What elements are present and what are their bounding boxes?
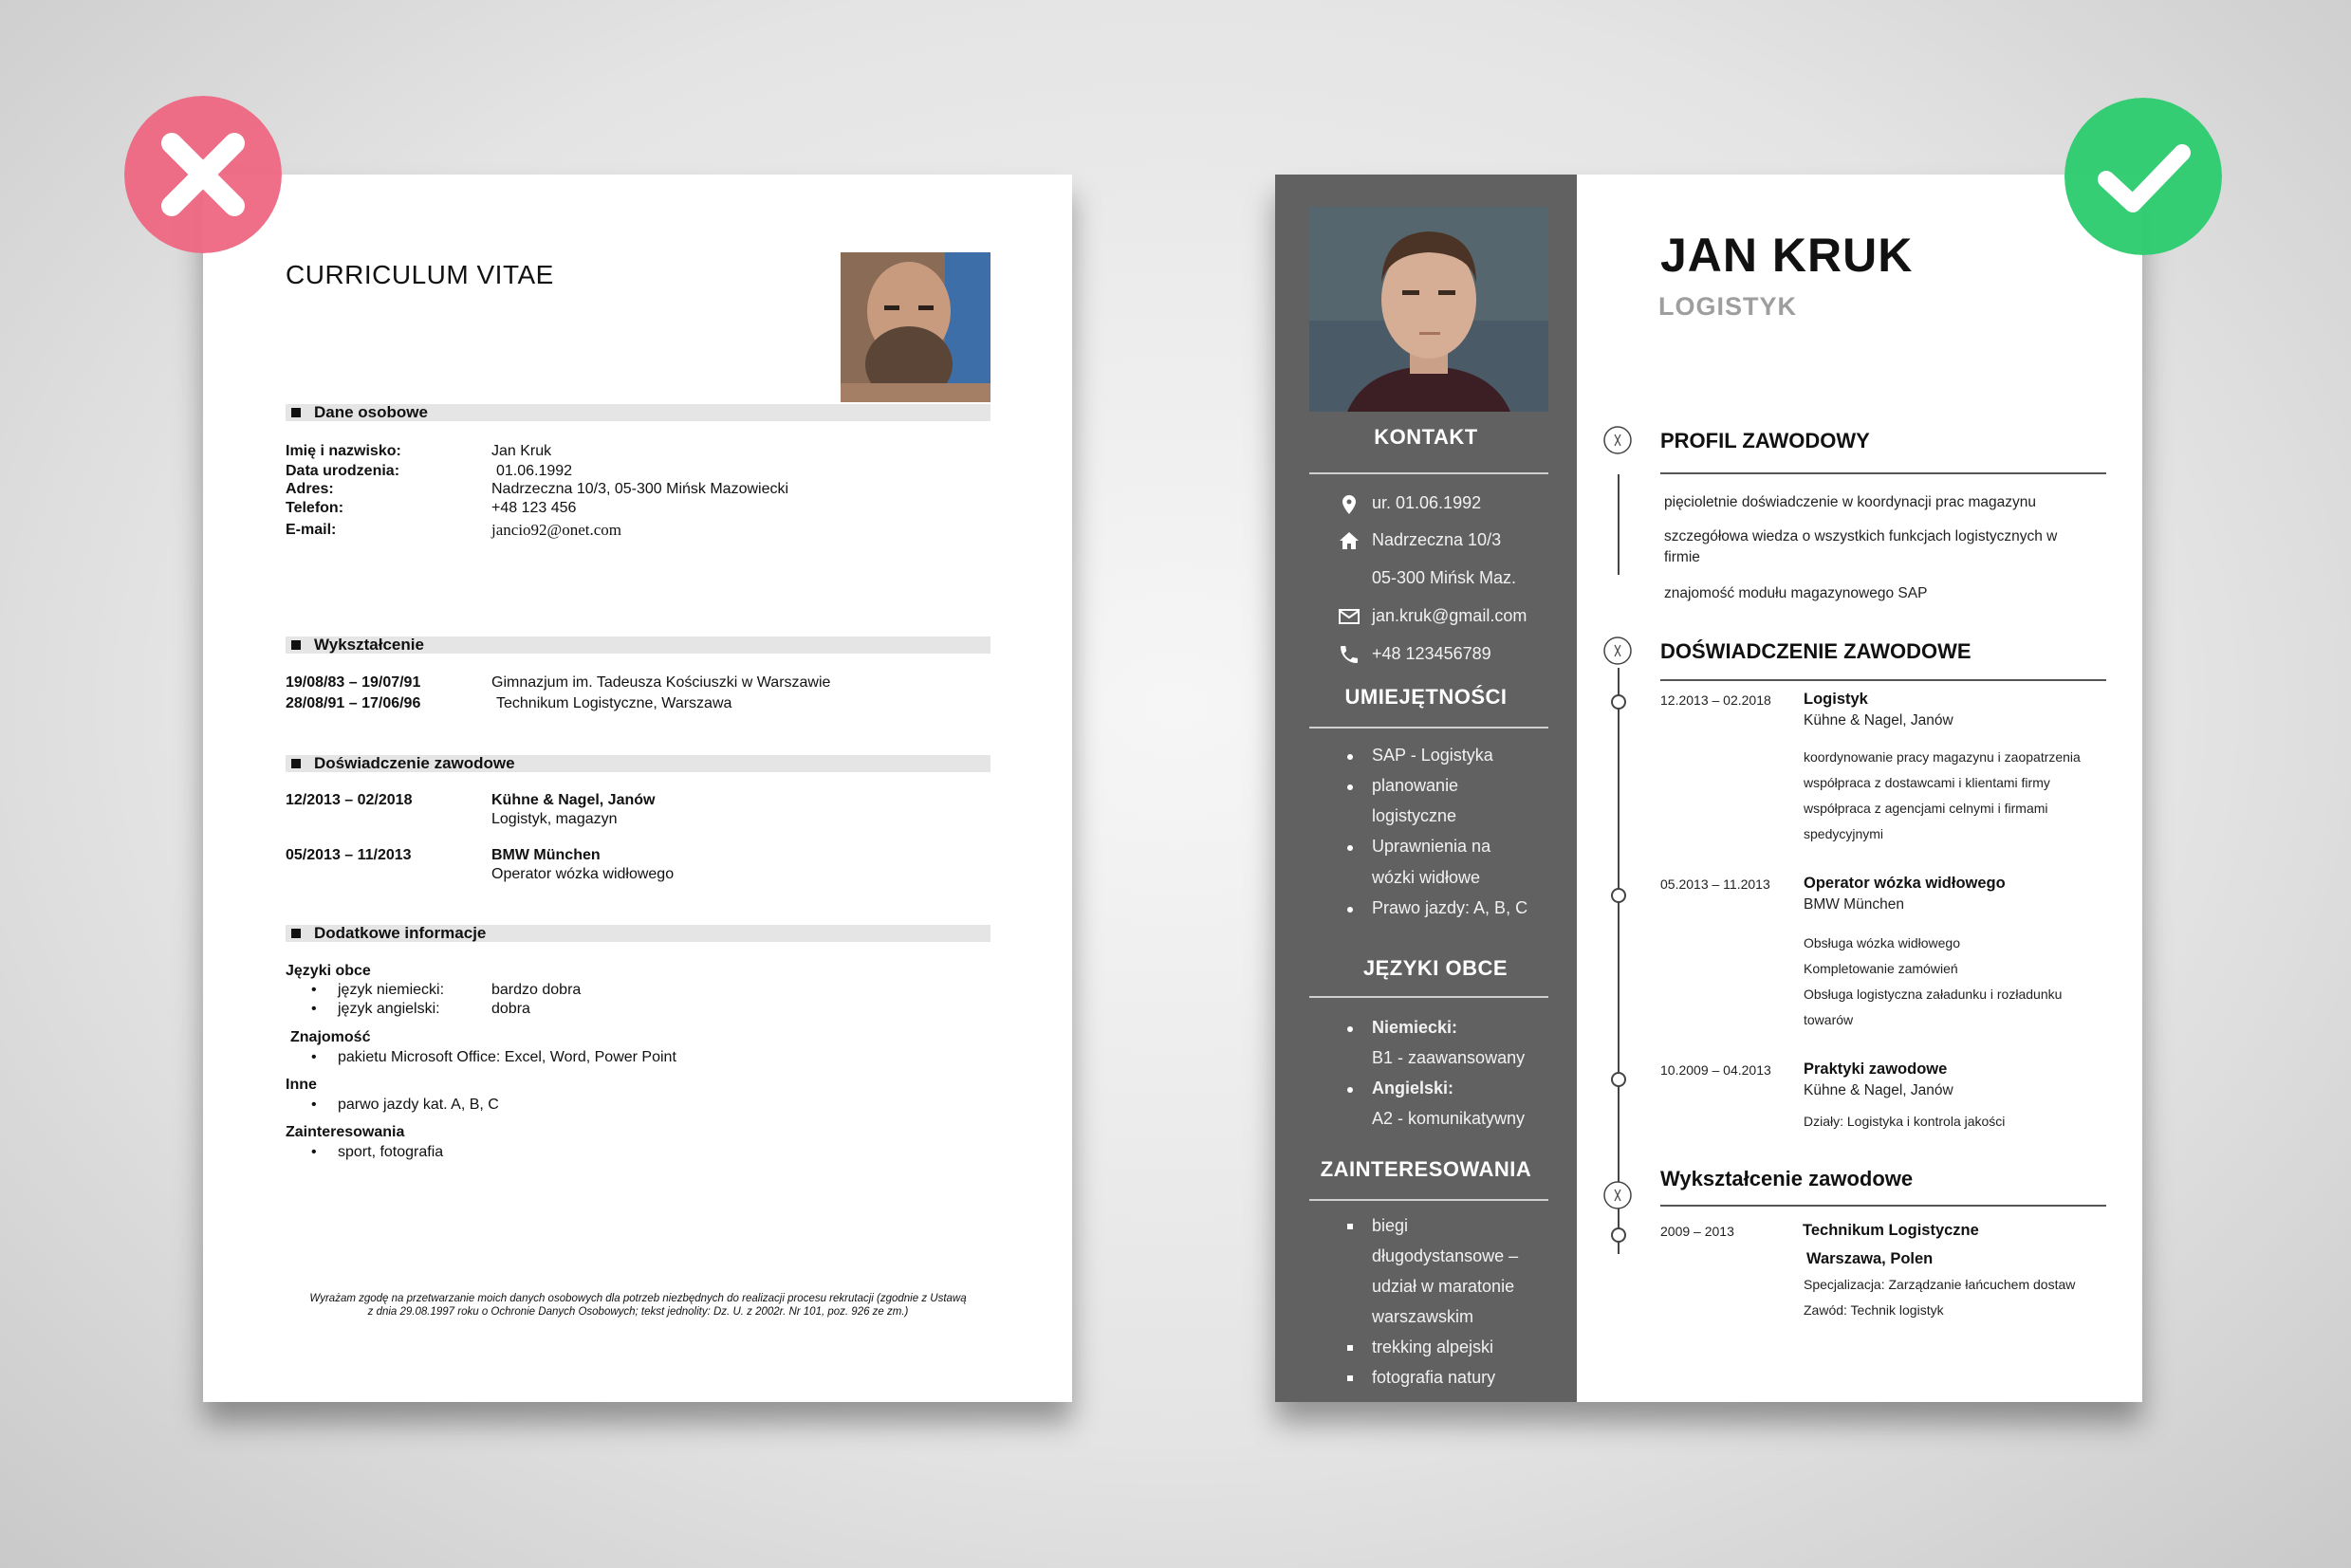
bullet <box>1347 845 1353 851</box>
job-title: Logistyk <box>1804 691 1868 708</box>
sidebar-heading-interests: ZAINTERESOWANIA <box>1320 1157 1532 1181</box>
sidebar-heading-skills: UMIEJĘTNOŚCI <box>1344 685 1508 709</box>
language-level-de: bardzo dobra <box>491 982 582 998</box>
cv-title: CURRICULUM VITAE <box>286 260 554 289</box>
interest-line: fotografia natury <box>1372 1368 1496 1387</box>
label-phone: Telefon: <box>286 500 344 516</box>
skill-line: Uprawnienia na <box>1372 837 1491 856</box>
profile-point: pięcioletnie doświadczenie w koordynacji prac magazynu <box>1664 494 2037 510</box>
timeline-dot <box>1611 888 1626 903</box>
language-en-level: A2 - komunikatywny <box>1372 1109 1526 1128</box>
value-email: jancio92@onet.com <box>491 521 621 539</box>
timeline-dot <box>1611 694 1626 710</box>
divider <box>1660 679 2106 681</box>
cv-photo <box>841 252 990 402</box>
job-dates: 12.2013 – 02.2018 <box>1660 692 1771 708</box>
job-title: Operator wózka widłowego <box>1804 875 2006 892</box>
value-address: Nadrzeczna 10/3, 05-300 Mińsk Mazowiecki <box>491 481 789 497</box>
job-dates: 05.2013 – 11.2013 <box>1660 876 1770 892</box>
consent-clause: Wyrażam zgodę na przetwarzanie moich danych osobowych dla potrzeb niezbędnych do realizacji procesu rekrutacji (zgodnie z Ustawą z dnia 29.08.1997 roku o Ochronie Danych Osobowych; tekst jednolity: Dz. U. z 2002r. Nr 101, poz. 926 ze zm.) <box>309 1293 967 1318</box>
job-duty: Kompletowanie zamówień <box>1804 961 1958 976</box>
divider <box>1309 996 1548 998</box>
compass-icon <box>1602 636 1633 666</box>
skill-line: Prawo jazdy: A, B, C <box>1372 898 1528 917</box>
education-city: Warszawa, Polen <box>1806 1250 1934 1267</box>
interests-label: Zainteresowania <box>286 1124 405 1140</box>
job-duty: współpraca z dostawcami i klientami firmy <box>1804 775 2050 790</box>
contact-phone: +48 123456789 <box>1372 644 1491 663</box>
cross-icon <box>124 96 282 253</box>
other-item: • parwo jazdy kat. A, B, C <box>338 1096 499 1115</box>
job-duty: spedycyjnymi <box>1804 826 1884 841</box>
exp-role-2: Operator wózka widłowego <box>491 866 675 882</box>
compass-icon <box>1602 1180 1633 1210</box>
knowledge-item: • pakietu Microsoft Office: Excel, Word, Power Point <box>338 1048 676 1067</box>
value-birthdate: 01.06.1992 <box>496 463 573 479</box>
value-name: Jan Kruk <box>491 443 552 459</box>
interest-line: długodystansowe – <box>1372 1246 1519 1265</box>
interest-line: trekking alpejski <box>1372 1337 1494 1356</box>
bullet <box>1347 907 1353 913</box>
sidebar-heading-languages: JĘZYKI OBCE <box>1362 956 1509 980</box>
other-label: Inne <box>286 1077 317 1093</box>
interests-item: • sport, fotografia <box>338 1143 443 1162</box>
section-education: Wykształcenie <box>286 636 990 654</box>
timeline-line <box>1618 668 1620 1254</box>
bullet <box>1347 754 1353 760</box>
job-company: Kühne & Nagel, Janów <box>1804 712 1953 729</box>
education-specialization: Specjalizacja: Zarządzanie łańcuchem dostaw <box>1804 1277 2076 1292</box>
bullet <box>1347 1375 1353 1381</box>
language-item-en: • język angielski: <box>338 1000 440 1019</box>
education-school: Technikum Logistyczne <box>1803 1222 1979 1239</box>
home-icon <box>1338 529 1361 552</box>
job-title: Praktyki zawodowe <box>1804 1061 1948 1078</box>
compass-icon <box>1602 425 1633 455</box>
edu-dates-1: 19/08/83 – 19/07/91 <box>286 674 421 691</box>
section-additional: Dodatkowe informacje <box>286 925 990 942</box>
divider <box>1309 472 1548 474</box>
section-heading-experience: DOŚWIADCZENIE ZAWODOWE <box>1660 639 1972 663</box>
contact-address-line1: Nadrzeczna 10/3 <box>1372 530 1502 549</box>
section-heading-profile: PROFIL ZAWODOWY <box>1660 429 1870 452</box>
bullet <box>1347 1087 1353 1093</box>
contact-address-line2: 05-300 Mińsk Maz. <box>1372 568 1517 587</box>
language-level-en: dobra <box>491 1001 530 1017</box>
exp-company-1: Kühne & Nagel, Janów <box>491 792 656 808</box>
language-item-de: • język niemiecki: <box>338 981 444 1000</box>
job-company: Kühne & Nagel, Janów <box>1804 1082 1953 1098</box>
job-duty: towarów <box>1804 1012 1854 1027</box>
exp-dates-1: 12/2013 – 02/2018 <box>286 792 413 808</box>
divider <box>1309 1199 1548 1201</box>
location-pin-icon <box>1338 493 1361 516</box>
bullet <box>1347 1026 1353 1032</box>
bullet <box>1347 1224 1353 1229</box>
interest-line: biegi <box>1372 1216 1409 1235</box>
language-de-level: B1 - zaawansowany <box>1372 1048 1526 1067</box>
education-dates: 2009 – 2013 <box>1660 1224 1734 1239</box>
timeline-line <box>1618 474 1620 575</box>
label-email: E-mail: <box>286 522 337 538</box>
divider <box>1309 727 1548 729</box>
candidate-name: JAN KRUK <box>1660 229 1914 282</box>
good-cv-example <box>1275 175 2142 1402</box>
exp-dates-2: 05/2013 – 11/2013 <box>286 847 412 863</box>
knowledge-label: Znajomość <box>290 1029 371 1045</box>
job-duty: współpraca z agencjami celnymi i firmami <box>1804 801 2048 816</box>
job-duty: Obsługa logistyczna załadunku i rozładunku <box>1804 987 2063 1002</box>
edu-school-2: Technikum Logistyczne, Warszawa <box>496 695 732 711</box>
skill-line: wózki widłowe <box>1372 868 1481 887</box>
profile-point: szczegółowa wiedza o wszystkich funkcjach logistycznych w <box>1664 528 2058 544</box>
divider <box>1660 472 2106 474</box>
exp-role-1: Logistyk, magazyn <box>491 811 618 827</box>
skill-line: logistyczne <box>1372 806 1457 825</box>
sidebar-heading-contact: KONTAKT <box>1374 425 1478 449</box>
profile-point: znajomość modułu magazynowego SAP <box>1664 585 1928 601</box>
bullet <box>1347 1345 1353 1351</box>
job-duty: Działy: Logistyka i kontrola jakości <box>1804 1114 2006 1129</box>
mail-icon <box>1338 605 1361 628</box>
cv-sidebar <box>1275 175 1577 1402</box>
phone-icon <box>1338 643 1361 666</box>
label-address: Adres: <box>286 481 334 497</box>
job-duty: koordynowanie pracy magazynu i zaopatrzenia <box>1804 749 2081 765</box>
contact-birthdate: ur. 01.06.1992 <box>1372 493 1482 512</box>
timeline-dot <box>1611 1072 1626 1087</box>
job-company: BMW München <box>1804 896 1904 913</box>
exp-company-2: BMW München <box>491 847 601 863</box>
label-birthdate: Data urodzenia: <box>286 463 400 479</box>
section-experience: Doświadczenie zawodowe <box>286 755 990 772</box>
cv-photo <box>1309 207 1548 412</box>
divider <box>1660 1205 2106 1207</box>
timeline-dot <box>1611 1227 1626 1243</box>
interest-line: warszawskim <box>1372 1307 1474 1326</box>
job-duty: Obsługa wózka widłowego <box>1804 935 1960 950</box>
contact-email: jan.kruk@gmail.com <box>1372 606 1527 625</box>
edu-dates-2: 28/08/91 – 17/06/96 <box>286 695 421 711</box>
language-de-label: Niemiecki: <box>1372 1018 1458 1037</box>
education-profession: Zawód: Technik logistyk <box>1804 1302 1944 1318</box>
bad-cv-example <box>203 175 1072 1402</box>
checkmark-icon <box>2064 98 2222 255</box>
language-en-label: Angielski: <box>1372 1079 1454 1098</box>
bullet <box>1347 784 1353 790</box>
label-name: Imię i nazwisko: <box>286 443 401 459</box>
section-personal: Dane osobowe <box>286 404 990 421</box>
interest-line: udział w maratonie <box>1372 1277 1515 1296</box>
edu-school-1: Gimnazjum im. Tadeusza Kościuszki w Warszawie <box>491 674 831 691</box>
skill-line: SAP - Logistyka <box>1372 746 1493 765</box>
languages-label: Języki obce <box>286 963 371 979</box>
value-phone: +48 123 456 <box>491 500 577 516</box>
skill-line: planowanie <box>1372 776 1459 795</box>
profile-point: firmie <box>1664 549 1700 565</box>
job-dates: 10.2009 – 04.2013 <box>1660 1062 1771 1078</box>
candidate-role: LOGISTYK <box>1658 292 1798 321</box>
section-heading-education: Wykształcenie zawodowe <box>1660 1167 1914 1190</box>
